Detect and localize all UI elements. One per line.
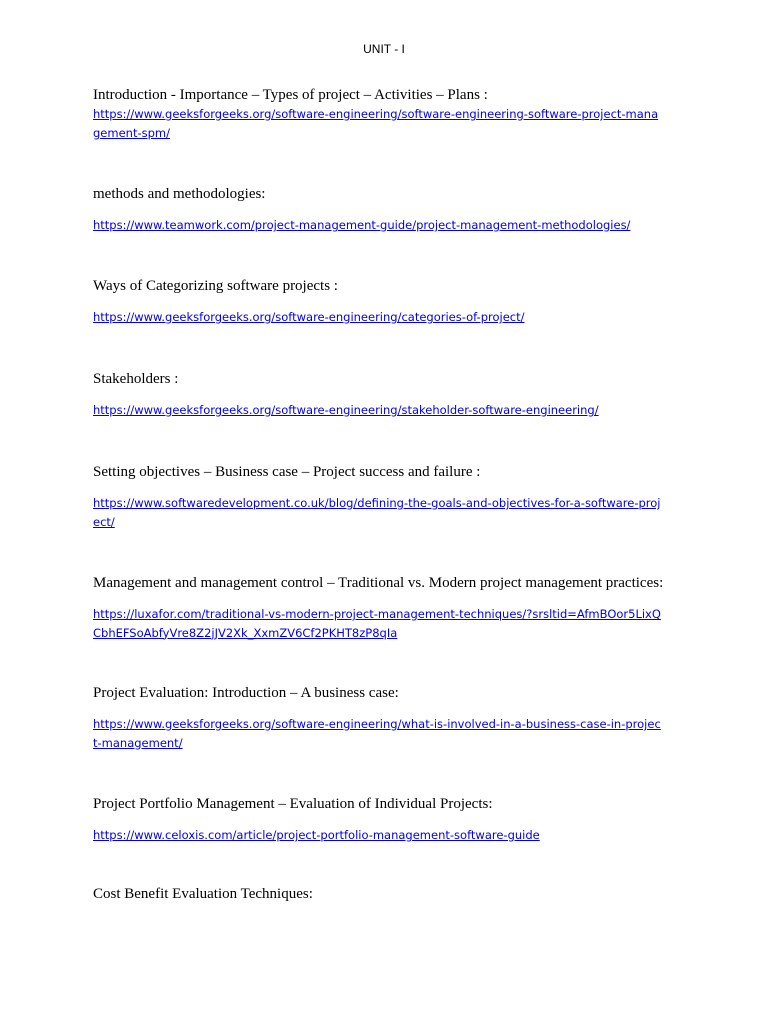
section-heading: Introduction - Importance – Types of project – Activities – Plans : bbox=[93, 87, 488, 103]
section-categorizing bbox=[93, 277, 673, 327]
section-link[interactable]: https://www.geeksforgeeks.org/software-engineering/what-is-involved-in-a-business-case-in-project-management/ bbox=[93, 717, 661, 750]
section-link[interactable]: https://www.geeksforgeeks.org/software-engineering/software-engineering-software-project-management-spm/ bbox=[93, 107, 659, 140]
section-methodologies bbox=[93, 185, 673, 235]
section-stakeholders bbox=[93, 370, 673, 420]
section-link[interactable]: https://www.celoxis.com/article/project-portfolio-management-software-guide bbox=[93, 828, 540, 842]
section-heading: Setting objectives – Business case – Project success and failure : bbox=[93, 464, 481, 480]
section-objectives bbox=[93, 463, 673, 531]
section-heading: Stakeholders : bbox=[93, 371, 179, 387]
section-heading: Cost Benefit Evaluation Techniques: bbox=[93, 886, 313, 902]
section-link[interactable]: https://www.geeksforgeeks.org/software-engineering/stakeholder-software-engineering/ bbox=[93, 403, 599, 417]
section-management-control bbox=[93, 574, 673, 642]
section-link[interactable]: https://luxafor.com/traditional-vs-modern-project-management-techniques/?srsltid=AfmBOor5LixQCbhEFSoAbfyVre8Z2jJV2Xk_XxmZV6Cf2PKHT8zP8qIa bbox=[93, 607, 661, 640]
section-project-evaluation bbox=[93, 684, 673, 752]
section-introduction bbox=[93, 86, 673, 142]
section-heading: Project Portfolio Management – Evaluation of Individual Projects: bbox=[93, 796, 493, 812]
section-cost-benefit bbox=[93, 885, 673, 904]
section-link[interactable]: https://www.softwaredevelopment.co.uk/blog/defining-the-goals-and-objectives-for-a-software-project/ bbox=[93, 496, 661, 529]
section-link[interactable]: https://www.teamwork.com/project-management-guide/project-management-methodologies/ bbox=[93, 218, 631, 232]
section-heading: methods and methodologies: bbox=[93, 186, 266, 202]
section-heading: Project Evaluation: Introduction – A business case: bbox=[93, 685, 399, 701]
section-heading: Ways of Categorizing software projects : bbox=[93, 278, 338, 294]
section-heading: Management and management control – Traditional vs. Modern project management practices: bbox=[93, 575, 664, 591]
unit-title: UNIT - I bbox=[363, 42, 405, 56]
section-link[interactable]: https://www.geeksforgeeks.org/software-engineering/categories-of-project/ bbox=[93, 310, 525, 324]
section-portfolio-management bbox=[93, 795, 673, 845]
